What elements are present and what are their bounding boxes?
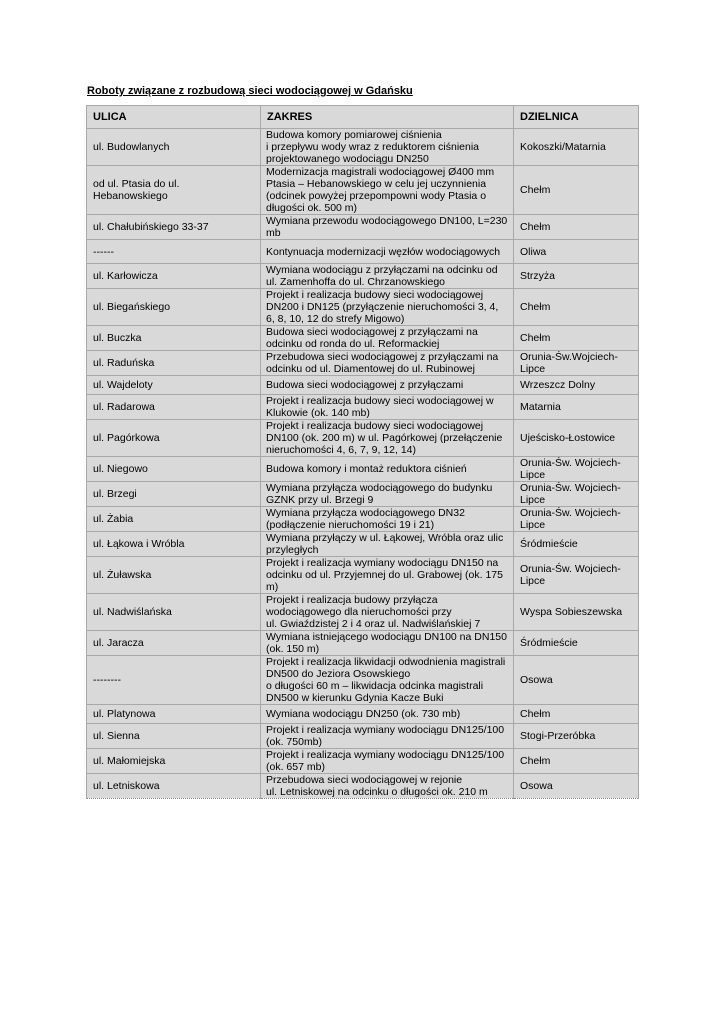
cell-ulica: ul. Budowlanych — [87, 129, 261, 166]
cell-dzielnica: Orunia-Św. Wojciech-Lipce — [514, 557, 639, 594]
cell-zakres: Budowa komory pomiarowej ciśnienia i przepływu wody wraz z reduktorem ciśnienia projektowanego wodociągu DN250 — [261, 129, 514, 166]
table-row — [87, 532, 639, 557]
header-ulica: ULICA — [87, 106, 261, 129]
cell-dzielnica: Śródmieście — [514, 532, 639, 557]
cell-zakres: Projekt i realizacja budowy sieci wodociągowej w Klukowie (ok. 140 mb) — [261, 395, 514, 420]
cell-dzielnica: Orunia-Św. Wojciech-Lipce — [514, 507, 639, 532]
cell-zakres: Wymiana istniejącego wodociągu DN100 na DN150 (ok. 150 m) — [261, 631, 514, 656]
cell-ulica: ul. Pagórkowa — [87, 420, 261, 457]
cell-ulica: ul. Niegowo — [87, 457, 261, 482]
cell-dzielnica: Śródmieście — [514, 631, 639, 656]
table-row — [87, 420, 639, 457]
cell-dzielnica: Orunia-Św.Wojciech-Lipce — [514, 351, 639, 376]
table-row — [87, 166, 639, 215]
cell-ulica: ul. Radarowa — [87, 395, 261, 420]
cell-ulica: ul. Karłowicza — [87, 264, 261, 289]
cell-ulica: ul. Brzegi — [87, 482, 261, 507]
table-row — [87, 395, 639, 420]
cell-zakres: Wymiana przewodu wodociągowego DN100, L=230 mb — [261, 215, 514, 240]
cell-zakres: Budowa komory i montaż reduktora ciśnień — [261, 457, 514, 482]
cell-zakres: Projekt i realizacja budowy sieci wodociągowej DN200 i DN125 (przyłączenie nieruchomości 3, 4, 6, 8, 10, 12 do strefy Migowo) — [261, 289, 514, 326]
table-row — [87, 594, 639, 631]
works-table — [86, 105, 639, 799]
cell-dzielnica: Wyspa Sobieszewska — [514, 594, 639, 631]
cell-ulica: ul. Żuławska — [87, 557, 261, 594]
cell-ulica: ul. Łąkowa i Wróbla — [87, 532, 261, 557]
table-row — [87, 240, 639, 264]
cell-zakres: Projekt i realizacja wymiany wodociągu DN150 na odcinku od ul. Przyjemnej do ul. Grabowej (ok. 175 m) — [261, 557, 514, 594]
cell-zakres: Budowa sieci wodociągowej z przyłączami — [261, 376, 514, 395]
cell-dzielnica: Oliwa — [514, 240, 639, 264]
cell-ulica: ul. Sienna — [87, 724, 261, 749]
cell-zakres: Kontynuacja modernizacji węzłów wodociągowych — [261, 240, 514, 264]
table-row — [87, 482, 639, 507]
table-row — [87, 326, 639, 351]
cell-ulica: ul. Platynowa — [87, 705, 261, 724]
cell-dzielnica: Osowa — [514, 774, 639, 799]
cell-dzielnica: Chełm — [514, 749, 639, 774]
cell-zakres: Projekt i realizacja wymiany wodociągu DN125/100 (ok. 657 mb) — [261, 749, 514, 774]
cell-zakres: Projekt i realizacja budowy sieci wodociągowej DN100 (ok. 200 m) w ul. Pagórkowej (przełączenie nieruchomości 4, 6, 7, 9, 12, 14) — [261, 420, 514, 457]
header-dzielnica: DZIELNICA — [514, 106, 639, 129]
document-title: Roboty związane z rozbudową sieci wodociągowej w Gdańsku — [87, 85, 413, 97]
table-row — [87, 507, 639, 532]
cell-dzielnica: Chełm — [514, 289, 639, 326]
table-row — [87, 749, 639, 774]
table-row — [87, 774, 639, 799]
cell-ulica: od ul. Ptasia do ul. Hebanowskiego — [87, 166, 261, 215]
table-row — [87, 215, 639, 240]
cell-dzielnica: Ujeścisko-Łostowice — [514, 420, 639, 457]
cell-zakres: Projekt i realizacja budowy przyłącza wodociągowego dla nieruchomości przy ul. Gwiaździstej 2 i 4 oraz ul. Nadwiślańskiej 7 — [261, 594, 514, 631]
table-row — [87, 376, 639, 395]
cell-ulica: ul. Biegańskiego — [87, 289, 261, 326]
table-row — [87, 724, 639, 749]
cell-ulica: ul. Żabia — [87, 507, 261, 532]
cell-ulica: -------- — [87, 656, 261, 705]
cell-dzielnica: Chełm — [514, 215, 639, 240]
table-row — [87, 557, 639, 594]
cell-ulica: ul. Nadwiślańska — [87, 594, 261, 631]
cell-ulica: ul. Wajdeloty — [87, 376, 261, 395]
cell-dzielnica: Osowa — [514, 656, 639, 705]
cell-dzielnica: Strzyża — [514, 264, 639, 289]
cell-dzielnica: Chełm — [514, 166, 639, 215]
cell-zakres: Przebudowa sieci wodociągowej w rejonie ul. Letniskowej na odcinku o długości ok. 210 m — [261, 774, 514, 799]
cell-ulica: ul. Raduńska — [87, 351, 261, 376]
table-header-row — [87, 106, 639, 129]
table-row — [87, 705, 639, 724]
cell-dzielnica: Stogi-Przeróbka — [514, 724, 639, 749]
cell-zakres: Przebudowa sieci wodociągowej z przyłączami na odcinku od ul. Diamentowej do ul. Rubinowej — [261, 351, 514, 376]
cell-zakres: Wymiana wodociągu z przyłączami na odcinku od ul. Zamenhoffa do ul. Chrzanowskiego — [261, 264, 514, 289]
cell-zakres: Wymiana przyłącza wodociągowego do budynku GZNK przy ul. Brzegi 9 — [261, 482, 514, 507]
table-row — [87, 129, 639, 166]
cell-dzielnica: Wrzeszcz Dolny — [514, 376, 639, 395]
table-row — [87, 631, 639, 656]
cell-ulica: ul. Chałubińskiego 33-37 — [87, 215, 261, 240]
cell-dzielnica: Kokoszki/Matarnia — [514, 129, 639, 166]
cell-ulica: ------ — [87, 240, 261, 264]
table-row — [87, 289, 639, 326]
cell-ulica: ul. Letniskowa — [87, 774, 261, 799]
cell-zakres: Wymiana wodociągu DN250 (ok. 730 mb) — [261, 705, 514, 724]
table-row — [87, 264, 639, 289]
cell-dzielnica: Orunia-Św. Wojciech-Lipce — [514, 482, 639, 507]
cell-dzielnica: Matarnia — [514, 395, 639, 420]
cell-zakres: Wymiana przyłącza wodociągowego DN32 (podłączenie nieruchomości 19 i 21) — [261, 507, 514, 532]
cell-dzielnica: Chełm — [514, 705, 639, 724]
cell-zakres: Projekt i realizacja wymiany wodociągu DN125/100 (ok. 750mb) — [261, 724, 514, 749]
cell-zakres: Wymiana przyłączy w ul. Łąkowej, Wróbla oraz ulic przyległych — [261, 532, 514, 557]
cell-zakres: Budowa sieci wodociągowej z przyłączami na odcinku od ronda do ul. Reformackiej — [261, 326, 514, 351]
cell-zakres: Projekt i realizacja likwidacji odwodnienia magistrali DN500 do Jeziora Osowskiego o długości 60 m – likwidacja odcinka magistrali DN500 w kierunku Gdynia Kacze Buki — [261, 656, 514, 705]
cell-ulica: ul. Małomiejska — [87, 749, 261, 774]
table-row — [87, 351, 639, 376]
table-row — [87, 656, 639, 705]
cell-zakres: Modernizacja magistrali wodociągowej Ø400 mm Ptasia – Hebanowskiego w celu jej uczynnienia (odcinek powyżej przepompowni wody Ptasia o długości ok. 500 m) — [261, 166, 514, 215]
header-zakres: ZAKRES — [261, 106, 514, 129]
cell-ulica: ul. Jaracza — [87, 631, 261, 656]
cell-dzielnica: Chełm — [514, 326, 639, 351]
table-row — [87, 457, 639, 482]
cell-ulica: ul. Buczka — [87, 326, 261, 351]
cell-dzielnica: Orunia-Św. Wojciech-Lipce — [514, 457, 639, 482]
